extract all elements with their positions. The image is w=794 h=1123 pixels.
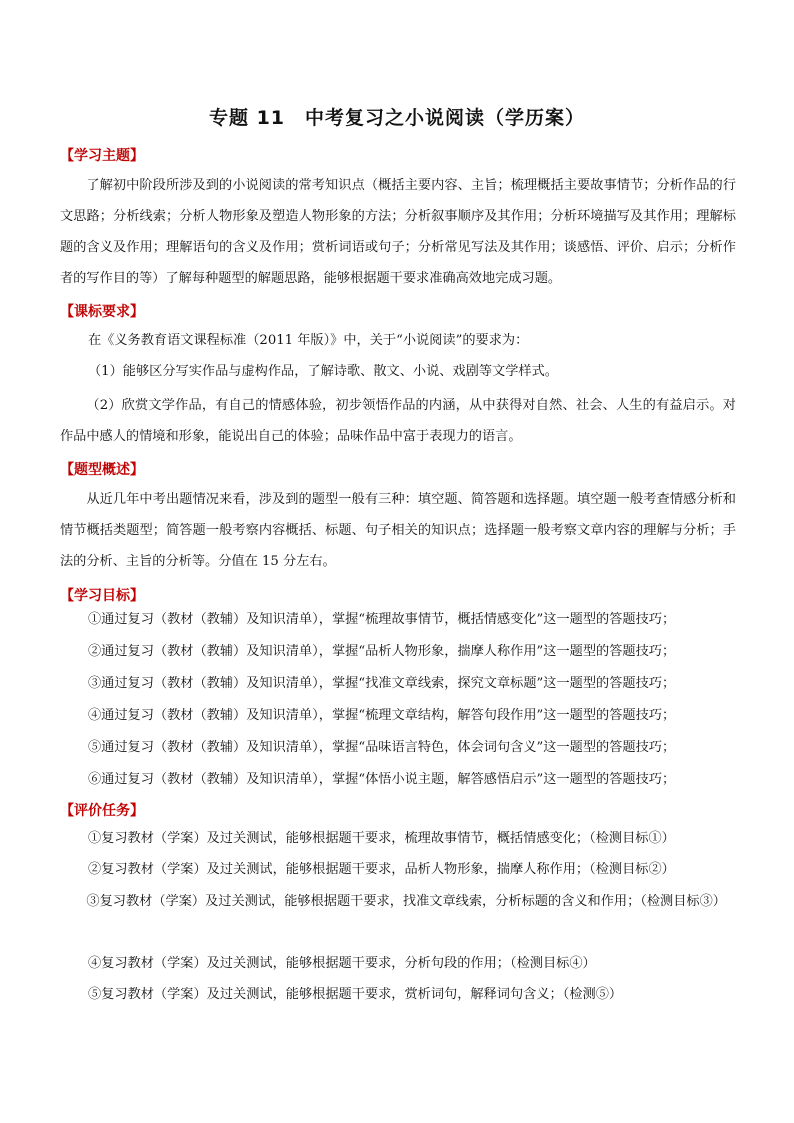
section-heading-learning-goals: 【学习目标】 bbox=[60, 588, 144, 604]
evaluation-task-3: ③复习教材（学案）及过关测试，能够根据题干要求，找准文章线索，分析标题的含义和作用；（检测目标③） bbox=[86, 894, 726, 909]
learning-goal-6: ⑥通过复习（教材（教辅）及知识清单），掌握“体悟小说主题，解答感悟启示”这一题型的答题技巧； bbox=[88, 772, 676, 787]
curriculum-item-2: （2）欣赏文学作品，有自己的情感体验，初步领悟作品的内涵，从中获得对自然、社会、人生的有益启示。对作品中感人的情境和形象，能说出自己的体验；品味作品中富于表现力的语言。 bbox=[60, 398, 736, 444]
learning-goal-2: ②通过复习（教材（教辅）及知识清单），掌握“品析人物形象，揣摩人称作用”这一题型的答题技巧； bbox=[88, 644, 676, 659]
page-title: 专题 11 中考复习之小说阅读（学历案） bbox=[208, 107, 586, 129]
curriculum-intro: 在《义务教育语文课程标准（2011 年版）》中，关于“小说阅读”的要求为： bbox=[88, 333, 529, 348]
section-heading-study-theme: 【学习主题】 bbox=[60, 148, 144, 164]
study-theme-paragraph: 了解初中阶段所涉及到的小说阅读的常考知识点（概括主要内容、主旨；梳理概括主要故事情节；分析作品的行文思路；分析线索；分析人物形象及塑造人物形象的方法；分析叙事顺序及其作用；分析环境描写及其作用；理解标题的含义及作用；理解语句的含义及作用；赏析词语或句子；分析常见写法及其作用；谈感悟、评价、启示；分析作者的写作目的等）了解每种题型的解题思路，能够根据题干要求准确高效地完成习题。 bbox=[60, 178, 736, 286]
curriculum-item-1: （1）能够区分写实作品与虚构作品，了解诗歌、散文、小说、戏剧等文学样式。 bbox=[88, 364, 558, 379]
section-heading-evaluation-tasks: 【评价任务】 bbox=[60, 803, 144, 819]
evaluation-task-1: ①复习教材（学案）及过关测试，能够根据题干要求，梳理故事情节，概括情感变化；（检测目标①） bbox=[88, 831, 675, 846]
evaluation-task-2: ②复习教材（学案）及过关测试，能够根据题干要求，品析人物形象，揣摩人称作用；（检测目标②） bbox=[88, 862, 675, 877]
section-heading-question-types: 【题型概述】 bbox=[60, 462, 144, 478]
evaluation-task-4: ④复习教材（学案）及过关测试，能够根据题干要求，分析句段的作用；（检测目标④） bbox=[88, 956, 596, 971]
section-heading-curriculum-requirements: 【课标要求】 bbox=[60, 304, 144, 320]
learning-goal-4: ④通过复习（教材（教辅）及知识清单），掌握“梳理文章结构，解答句段作用”这一题型的答题技巧； bbox=[88, 708, 676, 723]
learning-goal-3: ③通过复习（教材（教辅）及知识清单），掌握“找准文章线索，探究文章标题”这一题型的答题技巧； bbox=[88, 676, 676, 691]
learning-goal-1: ①通过复习（教材（教辅）及知识清单），掌握“梳理故事情节，概括情感变化”这一题型的答题技巧； bbox=[88, 612, 676, 627]
learning-goal-5: ⑤通过复习（教材（教辅）及知识清单），掌握“品味语言特色，体会词句含义”这一题型的答题技巧； bbox=[88, 740, 676, 755]
question-types-paragraph: 从近几年中考出题情况来看，涉及到的题型一般有三种：填空题、简答题和选择题。填空题一般考查情感分析和情节概括类题型；简答题一般考察内容概括、标题、句子相关的知识点；选择题一般考察文章内容的理解与分析；手法的分析、主旨的分析等。分值在 15 分左右。 bbox=[60, 492, 736, 569]
evaluation-task-5: ⑤复习教材（学案）及过关测试，能够根据题干要求，赏析词句，解释词句含义；（检测⑤） bbox=[88, 987, 623, 1002]
